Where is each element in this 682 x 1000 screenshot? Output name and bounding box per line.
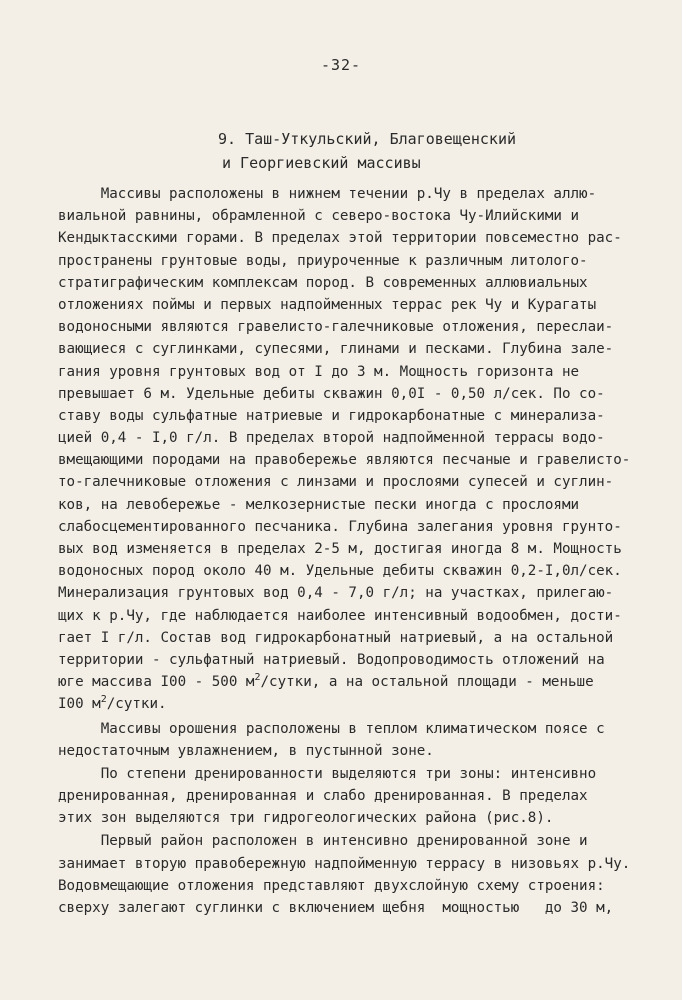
- text-line: Водовмещающие отложения представляют двухслойную схему строения:: [58, 877, 605, 894]
- text-line: ставу воды сульфатные натриевые и гидрокарбонатные с минерализа-: [58, 407, 605, 424]
- text-fragment: I00 м: [58, 696, 101, 713]
- text-line: Массивы орошения расположены в теплом климатическом поясе с: [58, 720, 605, 737]
- text-line: водоносных пород около 40 м. Удельные дебиты скважин 0,2-I,0л/сек.: [58, 563, 622, 580]
- section-heading-line-2: и Георгиевский массивы: [222, 154, 421, 172]
- text-line: недостаточным увлажнением, в пустынной зоне.: [58, 742, 434, 759]
- text-line: ков, на левобережье - мелкозернистые пески иногда с прослоями: [58, 496, 580, 513]
- text-fragment: /сутки.: [106, 696, 167, 713]
- text-line: пространены грунтовые воды, приуроченные к различным литолого-: [58, 252, 588, 269]
- text-line-with-superscript: [58, 671, 664, 693]
- text-line: водоносными являются гравелисто-галечниковые отложения, переслаи-: [58, 319, 614, 336]
- section-heading-line-1: 9. Таш-Уткульский, Благовещенский: [218, 130, 517, 148]
- text-line: Массивы расположены в нижнем течении р.Чу в пределах аллю-: [58, 186, 597, 202]
- text-line: вмещающими породами на правобережье являются песчаные и гравелисто-: [58, 452, 631, 469]
- text-fragment: юге массива I00 - 500 м: [58, 674, 255, 691]
- text-line: то-галечниковые отложения с линзами и прослоями супесей и суглин-: [58, 474, 614, 491]
- text-line: сверху залегают суглинки с включением щебня мощностью до 30 м,: [58, 900, 614, 916]
- text-line-with-superscript: [58, 693, 664, 715]
- text-line: Первый район расположен в интенсивно дренированной зоне и: [58, 833, 588, 850]
- text-line: цией 0,4 - I,0 г/л. В пределах второй надпойменной террасы водо-: [58, 430, 605, 447]
- body-text: [58, 183, 664, 919]
- text-line: Кендыктасскими горами. В пределах этой территории повсеместно рас-: [58, 230, 622, 247]
- superscript: 2: [100, 694, 107, 706]
- text-line: территории - сульфатный натриевый. Водопроводимость отложений на: [58, 651, 605, 668]
- text-line: вающиеся с суглинками, супесями, глинами и песками. Глубина зале-: [58, 341, 614, 358]
- text-line: занимает вторую правобережную надпойменную террасу в низовьях р.Чу.: [58, 855, 631, 872]
- text-line: дренированная, дренированная и слабо дренированная. В пределах: [58, 788, 588, 805]
- text-line: отложениях поймы и первых надпойменных террас рек Чу и Курагаты: [58, 296, 597, 313]
- text-line: превышает 6 м. Удельные дебиты скважин 0,0I - 0,50 л/сек. По со-: [58, 385, 605, 402]
- text-line: этих зон выделяются три гидрогеологических района (рис.8).: [58, 810, 554, 827]
- text-line: слабосцементированного песчаника. Глубина залегания уровня грунто-: [58, 518, 622, 535]
- text-line: гания уровня грунтовых вод от I до 3 м. Мощность горизонта не: [58, 363, 580, 380]
- text-line: По степени дренированности выделяются три зоны: интенсивно: [58, 765, 597, 782]
- text-line: вых вод изменяется в пределах 2-5 м, достигая иногда 8 м. Мощность: [58, 541, 622, 557]
- text-fragment: /сутки, а на остальной площади - меньше: [260, 674, 594, 691]
- text-line: гает I г/л. Состав вод гидрокарбонатный натриевый, а на остальной: [58, 629, 614, 646]
- text-line: Минерализация грунтовых вод 0,4 - 7,0 г/л; на участках, прилегаю-: [58, 585, 614, 602]
- superscript: 2: [254, 672, 261, 684]
- text-line: щих к р.Чу, где наблюдается наиболее интенсивный водообмен, дости-: [58, 607, 622, 624]
- page-number: -32-: [320, 56, 362, 74]
- text-line: виальной равнины, обрамленной с северо-востока Чу-Илийскими и: [58, 208, 580, 225]
- text-line: стратиграфическим комплексам пород. В современных аллювиальных: [58, 274, 588, 291]
